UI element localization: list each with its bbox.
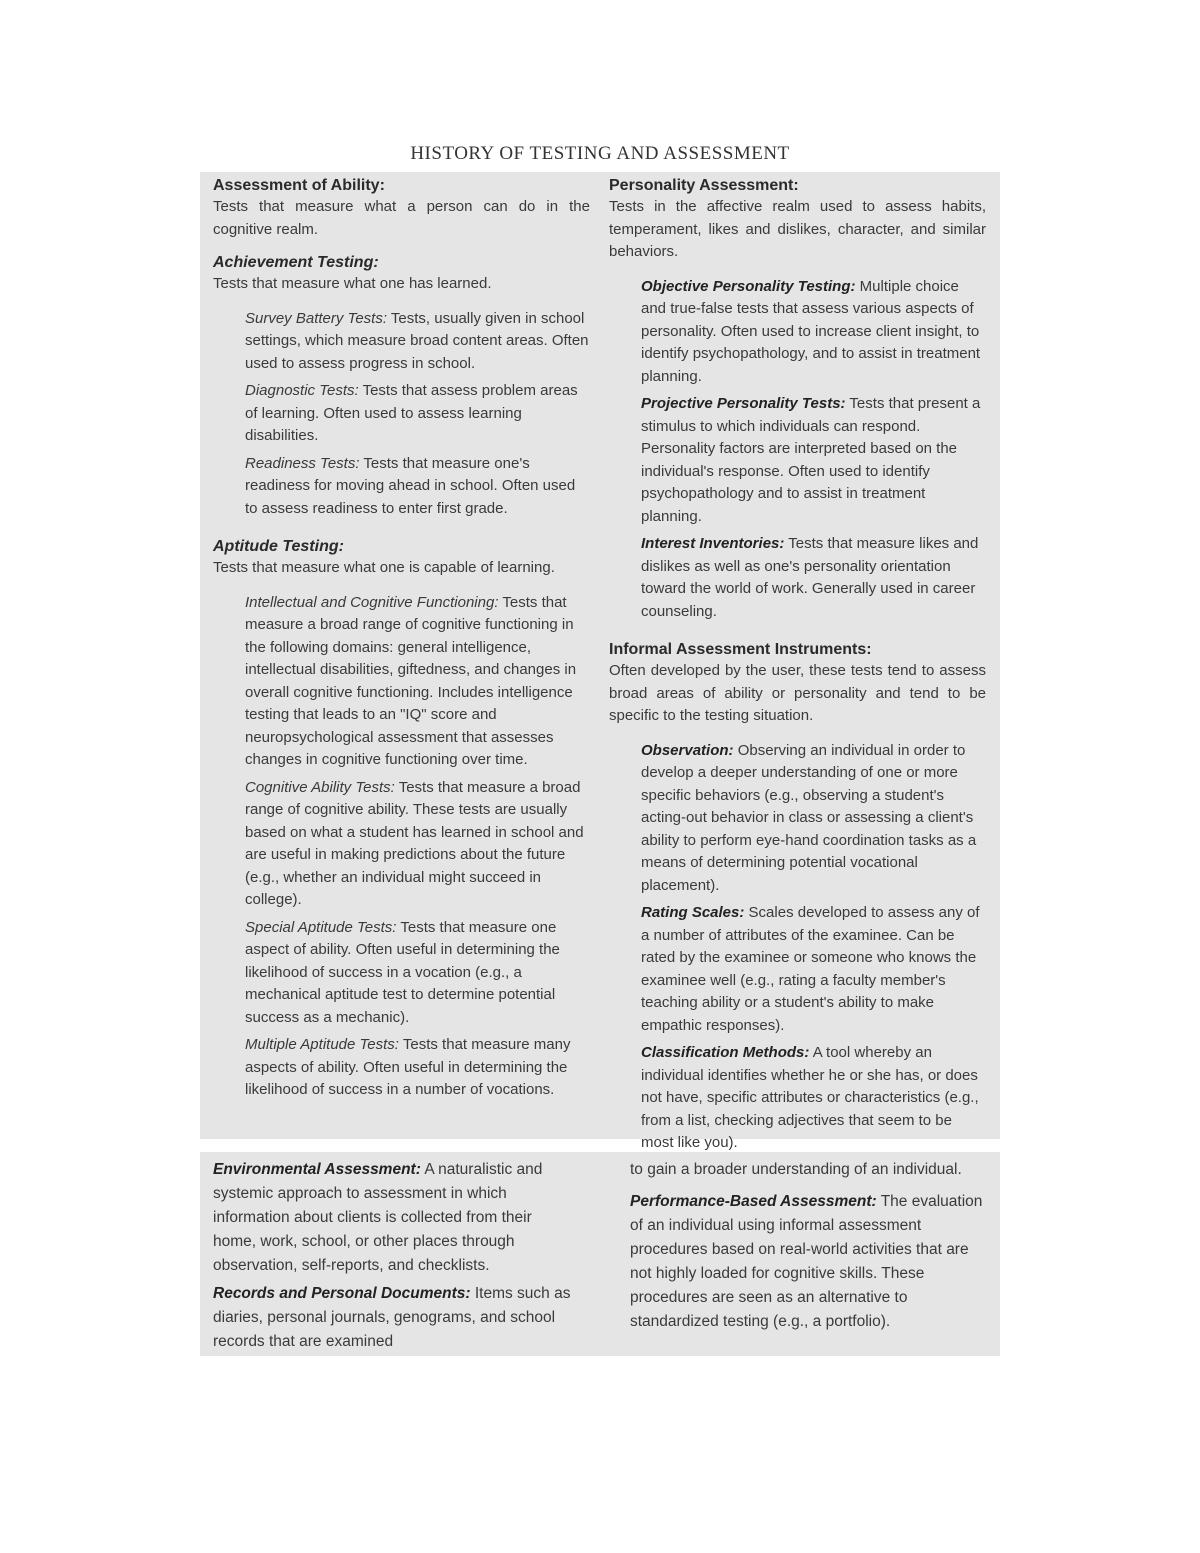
classification-methods-item: Classification Methods: A tool whereby an individual identifies whether he or she has, or does not have, specific attributes or characteristics (e.g., from a list, checking adjectives that seem to be most like you).	[641, 1044, 979, 1151]
right-column	[609, 176, 986, 1160]
achievement-list	[245, 308, 590, 521]
page-title: HISTORY OF TESTING AND ASSESSMENT	[410, 143, 790, 164]
environmental-assessment-item: Environmental Assessment: A naturalistic and systemic approach to assessment in which information about clients is collected from their home, work, school, or other places through observation, self-reports, and checklists.	[213, 1161, 543, 1274]
ability-heading: Assessment of Ability:	[213, 177, 385, 194]
multiple-aptitude-item: Multiple Aptitude Tests: Tests that measure many aspects of ability. Often useful in determining the likelihood of success in a number of vocations.	[245, 1036, 571, 1098]
ability-description: Tests that measure what a person can do in the cognitive realm.	[213, 198, 590, 238]
intellectual-item: Intellectual and Cognitive Functioning: Tests that measure a broad range of cognitive functioning in the following domains: general intelligence, intellectual disabilities, giftedness, and changes in overall cognitive functioning. Includes intelligence testing that leads to an "IQ" score and neuropsychological assessment that assesses changes in cognitive functioning over time.	[245, 593, 577, 768]
survey-battery-item: Survey Battery Tests: Tests, usually given in school settings, which measure broad content areas. Often used to assess progress in school.	[245, 309, 589, 372]
informal-description: Often developed by the user, these tests tend to assess broad areas of ability or personality and tend to be specific to the testing situation.	[609, 662, 986, 724]
bottom-left-column	[213, 1158, 575, 1354]
informal-list	[641, 740, 986, 1155]
left-column	[213, 176, 590, 1107]
rating-scales-item: Rating Scales: Scales developed to assess any of a number of attributes of the examinee. Can be rated by the examinee or someone who knows the examinee well (e.g., rating a faculty member's teaching ability or a student's ability to make empathic responses).	[641, 904, 980, 1034]
personality-description: Tests in the affective realm used to assess habits, temperament, likes and dislikes, character, and similar behaviors.	[609, 198, 986, 260]
aptitude-heading: Aptitude Testing:	[213, 538, 344, 555]
projective-personality-item: Projective Personality Tests: Tests that present a stimulus to which individuals can respond. Personality factors are interpreted based on the individual's response. Often used to identify psychopathology and to assist in treatment planning.	[641, 395, 981, 525]
interest-inventories-item: Interest Inventories: Tests that measure likes and dislikes as well as one's personality orientation toward the world of work. Generally used in career counseling.	[641, 535, 979, 620]
performance-based-item: Performance-Based Assessment: The evaluation of an individual using informal assessment procedures based on real-world activities that are not highly loaded for cognitive skills. These procedures are seen as an alternative to standardized testing (e.g., a portfolio).	[630, 1193, 983, 1330]
achievement-description: Tests that measure what one has learned.	[213, 275, 492, 292]
records-documents-item: Records and Personal Documents: Items such as diaries, personal journals, genograms, and school records that are examined	[213, 1285, 571, 1350]
special-aptitude-item: Special Aptitude Tests: Tests that measure one aspect of ability. Often useful in determining the likelihood of success in a vocation (e.g., a mechanical aptitude test to determine potential success as a mechanic).	[245, 918, 560, 1026]
aptitude-description: Tests that measure what one is capable of learning.	[213, 559, 555, 576]
objective-personality-item: Objective Personality Testing: Multiple choice and true-false tests that assess various aspects of personality. Often used to increase client insight, to identify psychopathology, and to assist in treatment planning.	[641, 277, 981, 385]
achievement-heading: Achievement Testing:	[213, 254, 379, 271]
bottom-right-column	[630, 1158, 990, 1334]
readiness-item: Readiness Tests: Tests that measure one's readiness for moving ahead in school. Often used to assess readiness to enter first grade.	[245, 454, 576, 517]
aptitude-list	[245, 592, 590, 1102]
cognitive-ability-item: Cognitive Ability Tests: Tests that measure a broad range of cognitive ability. These tests are usually based on what a student has learned in school and are useful in making predictions about the future (e.g., whether an individual might succeed in college).	[245, 778, 584, 908]
top-panel	[200, 172, 1000, 1151]
diagnostic-item: Diagnostic Tests: Tests that assess problem areas of learning. Often used to assess learning disabilities.	[245, 382, 578, 444]
bottom-panel	[200, 1152, 1000, 1356]
personality-heading: Personality Assessment:	[609, 177, 799, 194]
informal-heading: Informal Assessment Instruments:	[609, 641, 872, 658]
observation-item: Observation: Observing an individual in order to develop a deeper understanding of one or more specific behaviors (e.g., observing a student's acting-out behavior in class or assessing a client's ability to perform eye-hand coordination tasks as a means of determining potential vocational placement).	[641, 741, 977, 894]
records-continuation: to gain a broader understanding of an individual.	[630, 1161, 962, 1178]
personality-list	[641, 276, 986, 624]
